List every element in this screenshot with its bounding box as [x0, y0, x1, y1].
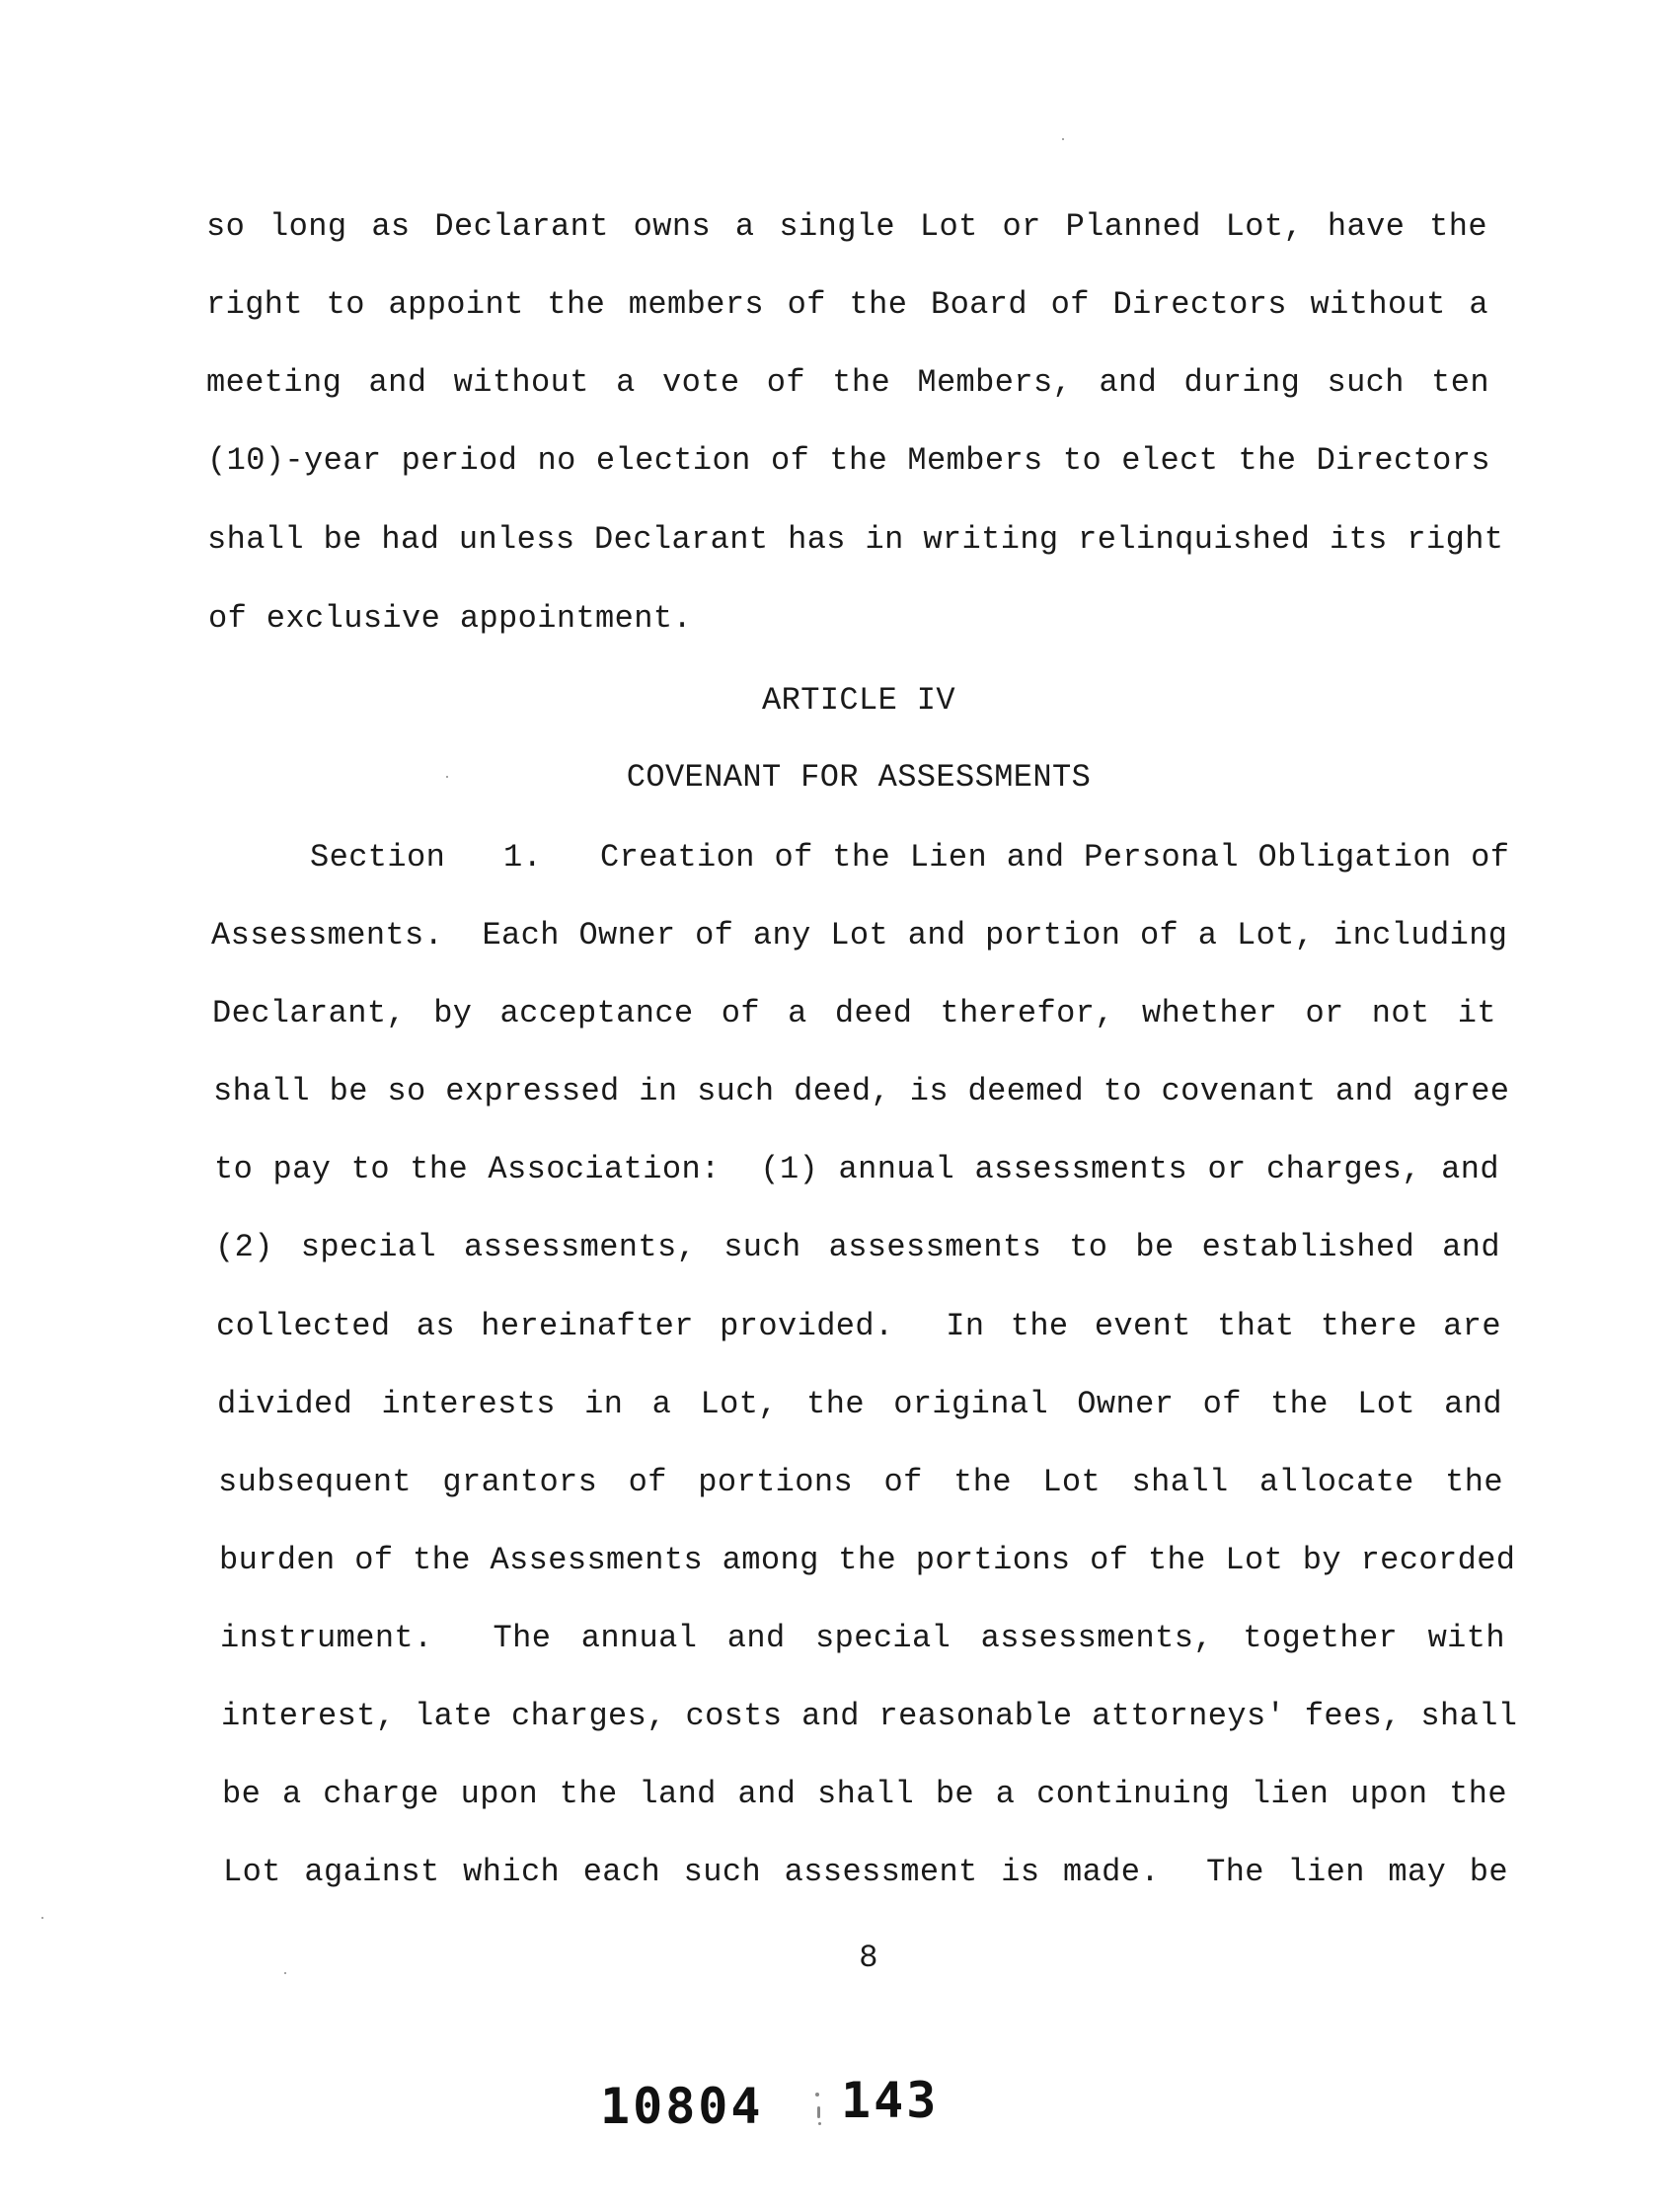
article-title: COVENANT FOR ASSESSMENTS	[626, 759, 1092, 796]
scan-speck	[1062, 138, 1064, 140]
section-line: divided interests in a Lot, the original Owner of the Lot and	[217, 1386, 1502, 1422]
section-line: Declarant, by acceptance of a deed therefor, whether or not it	[212, 995, 1496, 1031]
section-line: Assessments. Each Owner of any Lot and portion of a Lot, including	[211, 917, 1508, 953]
scan-speck	[284, 1972, 286, 1974]
continuation-line: right to appoint the members of the Board of Directors without a	[206, 286, 1488, 323]
article-number: ARTICLE IV	[761, 682, 956, 719]
scan-speck	[41, 1917, 43, 1919]
page-number: 8	[859, 1940, 878, 1976]
recording-page-number: 143	[841, 2072, 940, 2129]
continuation-line: shall be had unless Declarant has in writing relinquished its right	[207, 521, 1504, 558]
section-line: collected as hereinafter provided. In the event that there are	[216, 1308, 1501, 1344]
scan-speck	[446, 776, 448, 778]
section-line: to pay to the Association: (1) annual assessments or charges, and	[214, 1151, 1499, 1187]
section-line: (2) special assessments, such assessments to be established and	[215, 1229, 1500, 1265]
recording-book-number: 10804	[600, 2078, 764, 2135]
continuation-line: meeting and without a vote of the Members, and during such ten	[206, 364, 1489, 401]
scan-speck	[815, 2093, 819, 2097]
section-heading-line: Section 1. Creation of the Lien and Personal Obligation of	[310, 839, 1510, 876]
section-line: shall be so expressed in such deed, is deemed to covenant and agree	[213, 1073, 1510, 1109]
section-line: Lot against which each such assessment is made. The lien may be	[223, 1854, 1508, 1890]
continuation-line: so long as Declarant owns a single Lot or Planned Lot, have the	[206, 208, 1487, 245]
continuation-line: of exclusive appointment.	[208, 600, 693, 637]
continuation-line: (10)-year period no election of the Members to elect the Directors	[207, 442, 1490, 479]
section-line: interest, late charges, costs and reasonable attorneys' fees, shall	[221, 1698, 1518, 1734]
scan-speck	[818, 2122, 821, 2125]
section-line: burden of the Assessments among the portions of the Lot by recorded	[219, 1542, 1516, 1578]
scan-speck	[817, 2106, 820, 2118]
section-line: instrument. The annual and special assessments, together with	[220, 1620, 1505, 1656]
section-line: be a charge upon the land and shall be a continuing lien upon the	[222, 1776, 1507, 1812]
section-line: subsequent grantors of portions of the Lot shall allocate the	[218, 1464, 1503, 1500]
